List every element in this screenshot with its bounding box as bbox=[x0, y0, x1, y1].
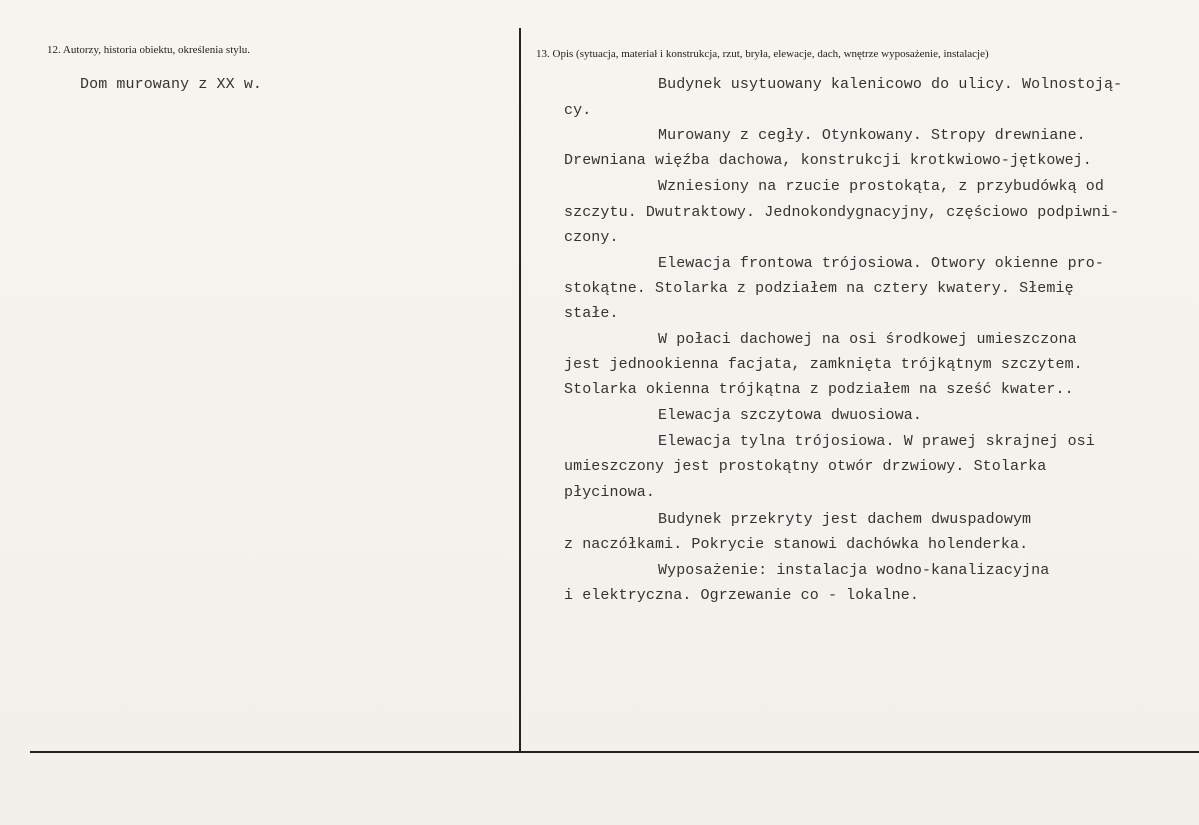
description-line: W połaci dachowej na osi środkowej umieszczona bbox=[658, 331, 1077, 348]
description-line: stokątne. Stolarka z podziałem na cztery kwatery. Słemię bbox=[564, 280, 1074, 297]
description-line: Budynek przekryty jest dachem dwuspadowym bbox=[658, 511, 1032, 528]
description-line: czony. bbox=[564, 229, 619, 246]
description-line: Wyposażenie: instalacja wodno-kanalizacyjna bbox=[658, 562, 1050, 579]
description-line: z naczółkami. Pokrycie stanowi dachówka holenderka. bbox=[564, 536, 1029, 553]
bottom-rule bbox=[30, 751, 1199, 753]
description-line: Murowany z cegły. Otynkowany. Stropy drewniane. bbox=[658, 127, 1086, 144]
description-line: płycinowa. bbox=[564, 484, 656, 501]
description-line: jest jednookienna facjata, zamknięta trójkątnym szczytem. bbox=[564, 356, 1083, 373]
column-divider bbox=[519, 28, 521, 752]
section-12-label: 12. Autorzy, historia obiektu, określenia stylu. bbox=[47, 44, 251, 56]
description-line: Budynek usytuowany kalenicowo do ulicy. Wolnostoją- bbox=[658, 76, 1123, 93]
description-line: cy. bbox=[564, 102, 592, 119]
description-line: Wzniesiony na rzucie prostokąta, z przybudówką od bbox=[658, 178, 1104, 195]
description-line: Drewniana więźba dachowa, konstrukcji krotkwiowo-jętkowej. bbox=[564, 152, 1092, 169]
description-line: Elewacja frontowa trójosiowa. Otwory okienne pro- bbox=[658, 255, 1104, 272]
description-line: Elewacja tylna trójosiowa. W prawej skrajnej osi bbox=[658, 433, 1095, 450]
description-line: i elektryczna. Ogrzewanie co - lokalne. bbox=[564, 587, 919, 604]
description-line: Elewacja szczytowa dwuosiowa. bbox=[658, 407, 922, 424]
description-line: Stolarka okienna trójkątna z podziałem na sześć kwater.. bbox=[564, 381, 1074, 398]
description-line: umieszczony jest prostokątny otwór drzwiowy. Stolarka bbox=[564, 458, 1047, 475]
section-12-text: Dom murowany z XX w. bbox=[80, 76, 263, 93]
description-line: szczytu. Dwutraktowy. Jednokondygnacyjny, częściowo podpiwni- bbox=[564, 204, 1120, 221]
section-13-label: 13. Opis (sytuacja, materiał i konstrukcja, rzut, bryła, elewacje, dach, wnętrze wyposażenie, instalacje) bbox=[536, 48, 989, 60]
description-line: stałe. bbox=[564, 305, 619, 322]
